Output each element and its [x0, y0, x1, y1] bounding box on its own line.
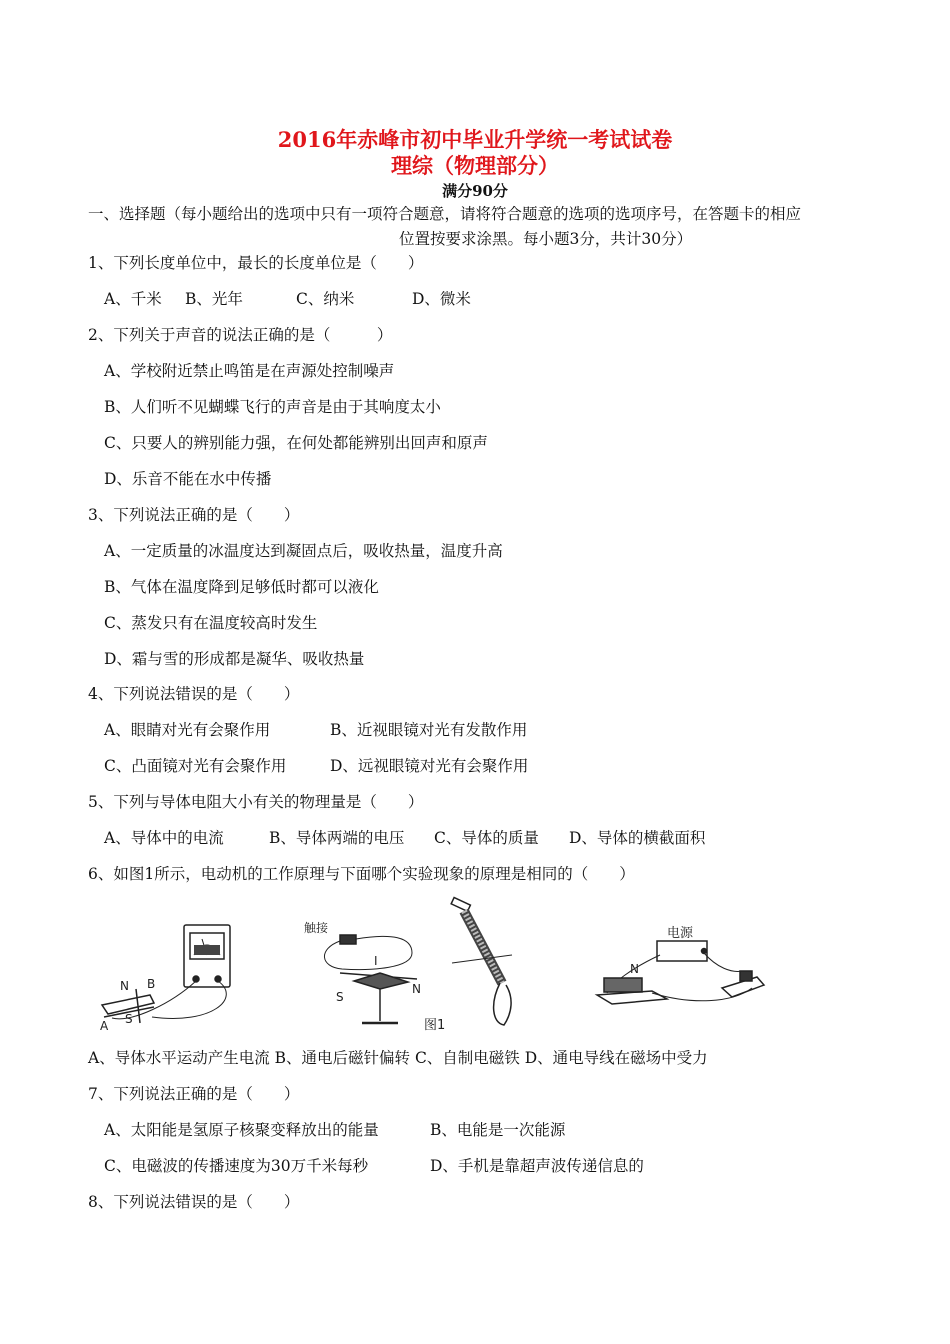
question-8-stem: 8、下列说法错误的是（ ）	[88, 1193, 300, 1211]
label-current-i: I	[374, 954, 378, 968]
question-4-option-a: A、眼睛对光有会聚作用	[104, 721, 271, 739]
label-touch: 触接	[304, 921, 329, 935]
question-7-option-b: B、电能是一次能源	[430, 1121, 566, 1139]
question-5-option-c: C、导体的质量	[434, 829, 539, 847]
question-4-option-d: D、远视眼镜对光有会聚作用	[330, 757, 529, 775]
question-2-option-b: B、人们听不见蝴蝶飞行的声音是由于其响度太小	[104, 398, 441, 416]
experiment-b-oersted	[324, 935, 417, 1023]
question-1-option-c: C、纳米	[296, 290, 355, 308]
question-5-option-d: D、导体的横截面积	[569, 829, 706, 847]
label-power: 电源	[667, 926, 694, 941]
experiment-c-electromagnet	[451, 897, 512, 1025]
question-1-option-d: D、微米	[412, 290, 471, 308]
question-4-stem: 4、下列说法错误的是（ ）	[88, 685, 300, 703]
question-2-option-d: D、乐音不能在水中传播	[104, 470, 272, 488]
question-6-stem: 6、如图1所示，电动机的工作原理与下面哪个实验现象的原理是相同的（ ）	[88, 865, 635, 883]
question-4-option-c: C、凸面镜对光有会聚作用	[104, 757, 287, 775]
question-7-stem: 7、下列说法正确的是（ ）	[88, 1085, 300, 1103]
question-7-option-c: C、电磁波的传播速度为30万千米每秒	[104, 1157, 369, 1175]
question-6-options: A、导体水平运动产生电流 B、通电后磁针偏转 C、自制电磁铁 D、通电导线在磁场中受力	[88, 1049, 708, 1067]
label-a-b: B	[147, 977, 156, 991]
label-b-s: S	[336, 990, 344, 1004]
figure-1-caption: 图1	[424, 1018, 446, 1033]
exam-subtitle: 理综（物理部分）	[391, 153, 559, 178]
figure-1-experiments	[92, 893, 782, 1033]
full-score: 满分90分	[442, 182, 508, 200]
label-a-a: A	[100, 1019, 109, 1033]
question-5-stem: 5、下列与导体电阻大小有关的物理量是（ ）	[88, 793, 424, 811]
label-a-s: S	[125, 1012, 133, 1026]
section-instructions-line1: 一、选择题（每小题给出的选项中只有一项符合题意，请将符合题意的选项的选项序号，在答题卡的相应	[88, 205, 802, 223]
question-3-option-d: D、霜与雪的形成都是凝华、吸收热量	[104, 650, 365, 668]
question-1-option-a: A、千米	[104, 290, 162, 308]
question-1-stem: 1、下列长度单位中，最长的长度单位是（ ）	[88, 254, 424, 272]
question-4-option-b: B、近视眼镜对光有发散作用	[330, 721, 528, 739]
label-b-n: N	[412, 982, 421, 996]
question-1-option-b: B、光年	[185, 290, 243, 308]
question-5-option-b: B、导体两端的电压	[269, 829, 405, 847]
question-3-stem: 3、下列说法正确的是（ ）	[88, 506, 300, 524]
question-2-option-a: A、学校附近禁止鸣笛是在声源处控制噪声	[104, 362, 395, 380]
question-3-option-c: C、蒸发只有在温度较高时发生	[104, 614, 318, 632]
question-2-option-c: C、只要人的辨别能力强，在何处都能辨别出回声和原声	[104, 434, 488, 452]
section-instructions-line2: 位置按要求涂黑。每小题3分，共计30分）	[399, 230, 693, 248]
question-5-option-a: A、导体中的电流	[104, 829, 224, 847]
question-3-option-a: A、一定质量的冰温度达到凝固点后，吸收热量，温度升高	[104, 542, 503, 560]
exam-title: 2016年赤峰市初中毕业升学统一考试试卷	[277, 127, 673, 152]
label-d-n: N	[630, 962, 639, 976]
question-3-option-b: B、气体在温度降到足够低时都可以液化	[104, 578, 379, 596]
label-a-n: N	[120, 979, 129, 993]
experiment-d-motor-principle	[597, 941, 764, 1004]
question-7-option-d: D、手机是靠超声波传递信息的	[430, 1157, 644, 1175]
experiment-a-galvanometer	[102, 925, 230, 1023]
question-2-stem: 2、下列关于声音的说法正确的是（ ）	[88, 326, 393, 344]
question-7-option-a: A、太阳能是氢原子核聚变释放出的能量	[104, 1121, 379, 1139]
